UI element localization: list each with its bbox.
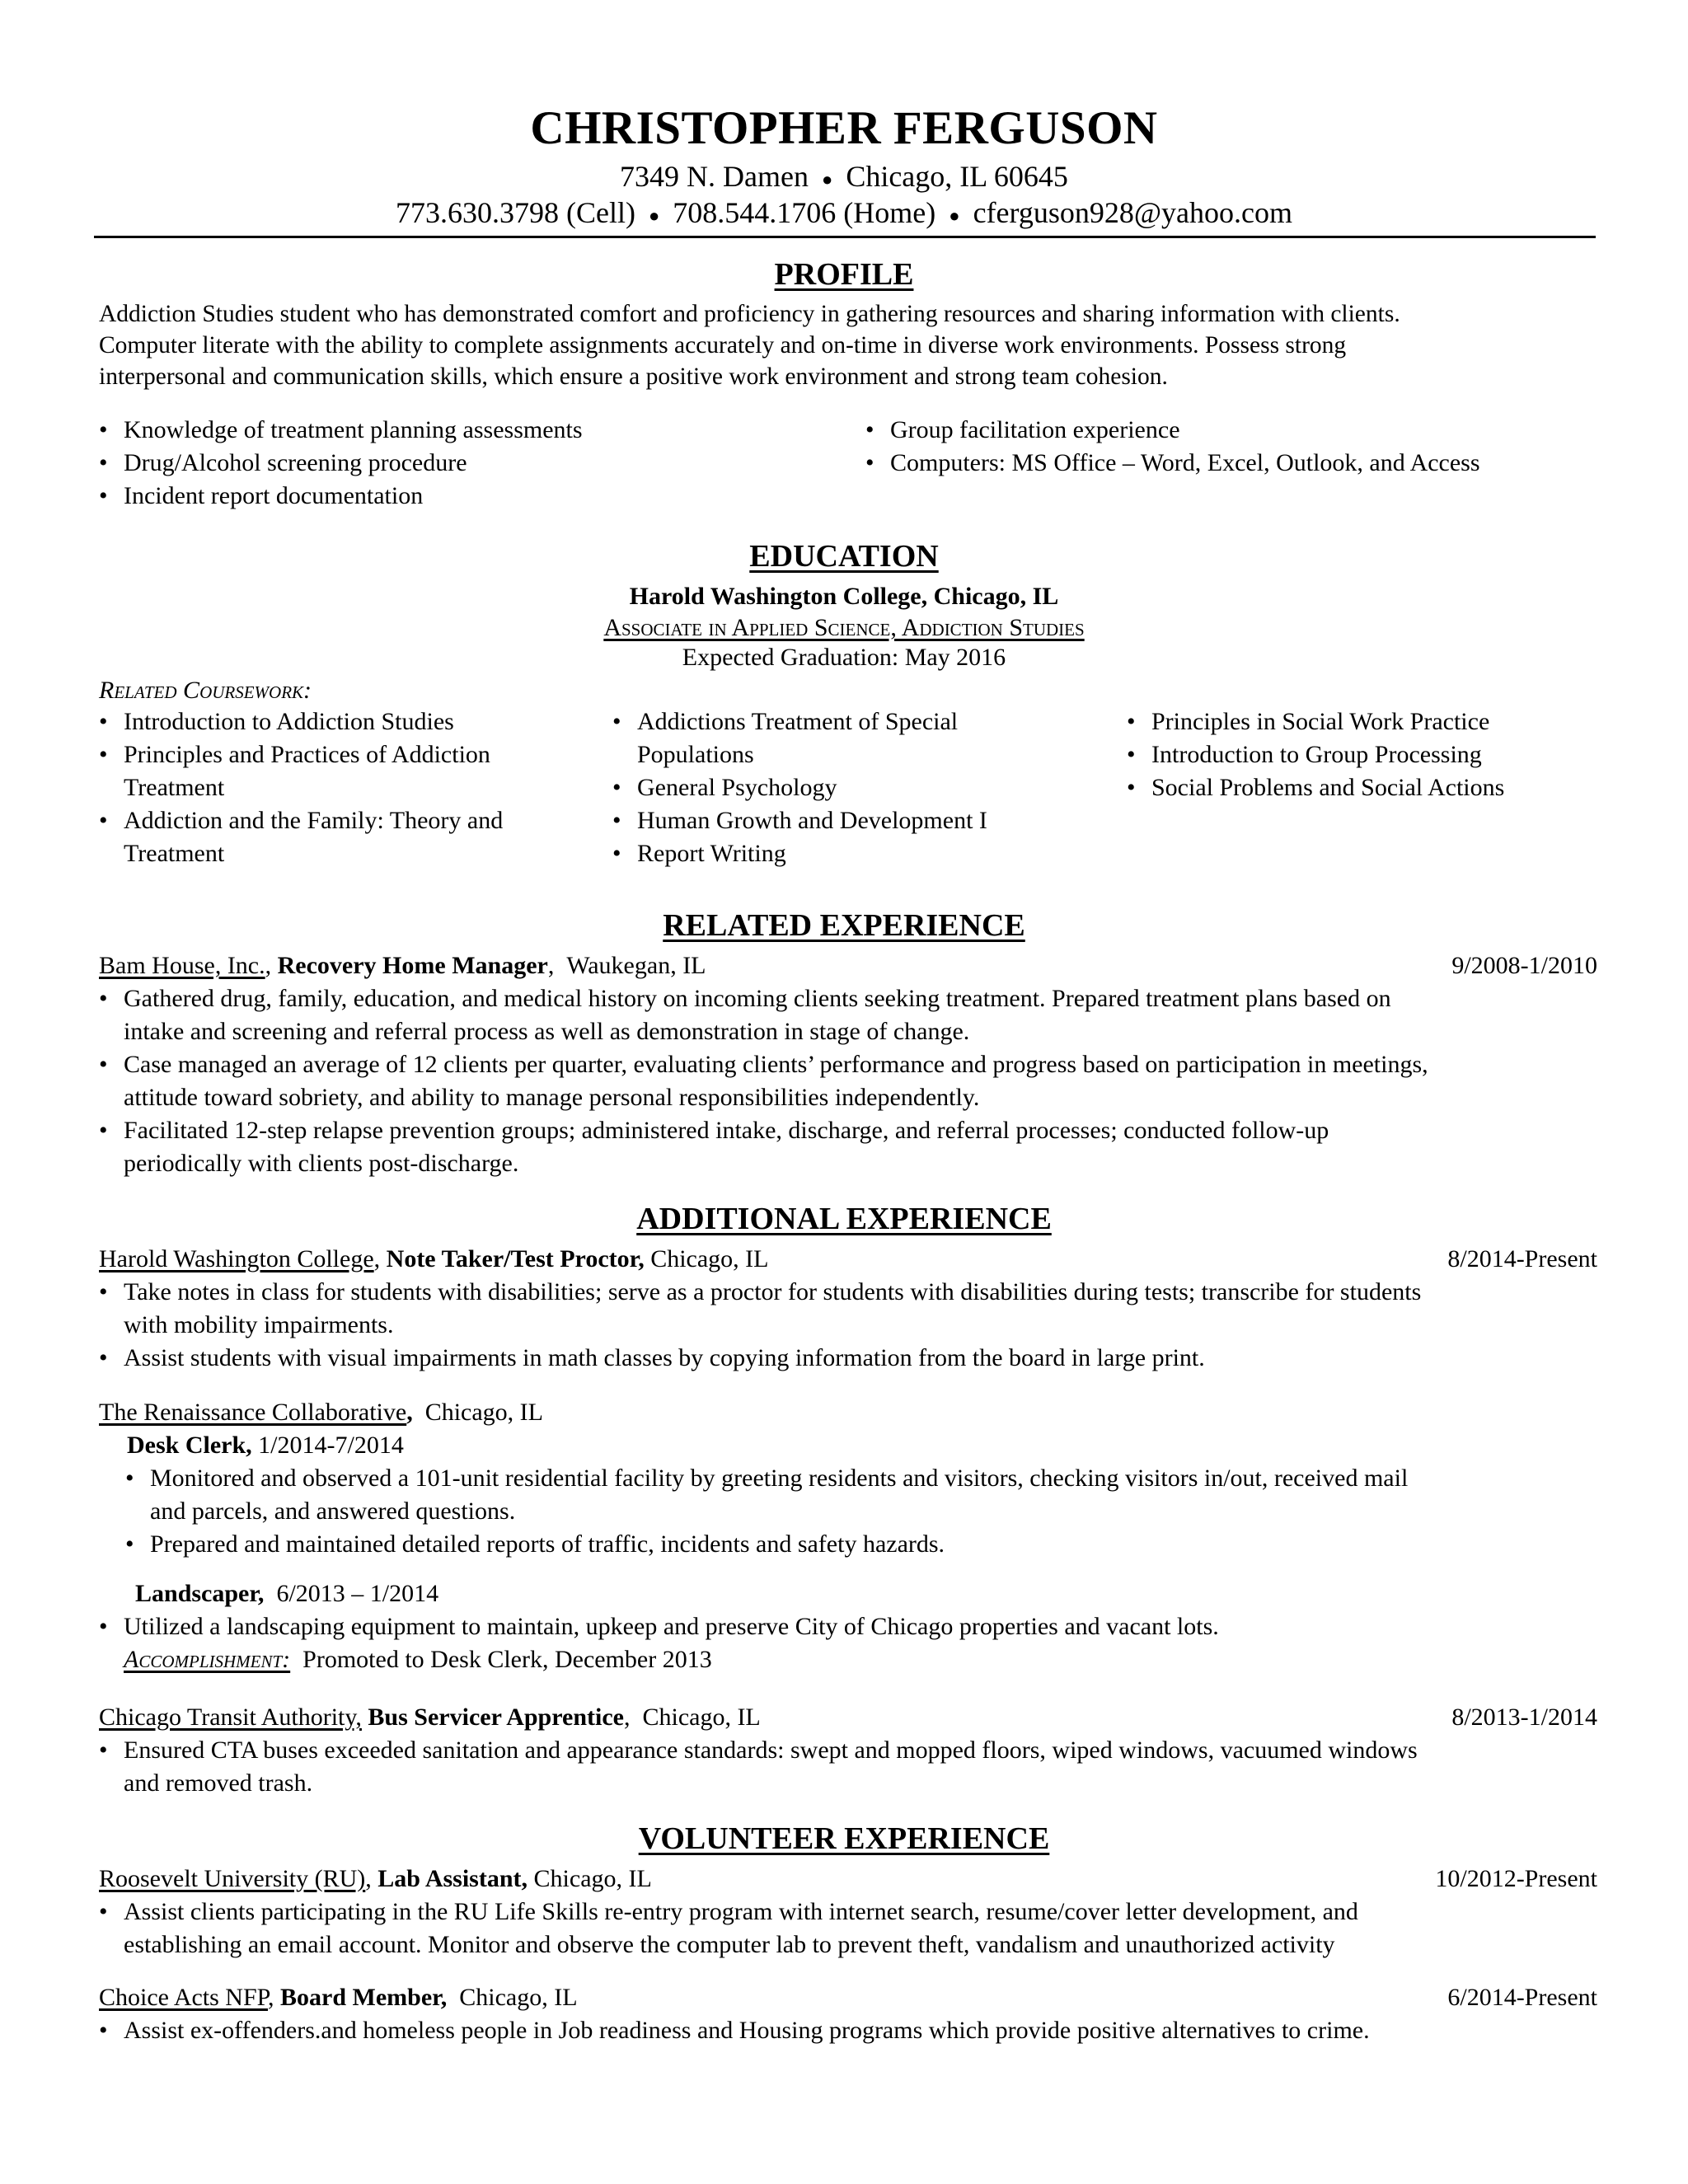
skills-list-left [99, 414, 583, 513]
job-bullet: • Utilized a landscaping equipment to maintain, upkeep and preserve City of Chicago properties and vacant lots. [99, 1610, 1219, 1643]
job-location: Waukegan, IL [566, 952, 706, 979]
profile-line: Addiction Studies student who has demonstrated comfort and proficiency in gathering resources and sharing information with clients. [99, 301, 1400, 327]
section-heading-education: EDUCATION [749, 539, 939, 574]
job-bullets-cta [99, 1734, 1418, 1800]
coursework-col-1 [99, 705, 577, 870]
job-dates: 10/2012-Present [1435, 1865, 1597, 1892]
job-bullet: • Assist ex-offenders.and homeless people in Job readiness and Housing programs which provide positive alternatives to crime. [99, 2014, 1370, 2047]
address-line [0, 158, 1688, 198]
job-title: Note Taker/Test Proctor, [386, 1245, 645, 1272]
accomplishment-label: Accomplishment: [124, 1646, 291, 1673]
job-dates: 6/2013 – 1/2014 [276, 1580, 439, 1607]
skill-item: • Computers: MS Office – Word, Excel, Outlook, and Access [865, 447, 1480, 480]
job-title: Recovery Home Manager [277, 952, 548, 979]
job-bullet: • Take notes in class for students with disabilities; serve as a proctor for students with disabilities during tests; transcribe for students with mobility impairments. [99, 1276, 1421, 1342]
header-divider [94, 236, 1596, 238]
coursework-col-2 [612, 705, 1074, 870]
job-location: Chicago, IL [533, 1865, 652, 1892]
job-bullets-hwc [99, 1276, 1421, 1375]
job-header-bam-house: Bam House, Inc., Recovery Home Manager, Waukegan, IL [99, 952, 706, 979]
job-location: Chicago, IL [642, 1704, 761, 1731]
email-address: cferguson928@yahoo.com [973, 196, 1292, 229]
job-title: Landscaper, [135, 1580, 265, 1607]
phone-cell: 773.630.3798 (Cell) [396, 196, 635, 229]
coursework-col-3 [1127, 705, 1588, 804]
job-bullet: • Gathered drug, family, education, and medical history on incoming clients seeking treatment. Prepared treatment plans based on intake and screening and referral process as well as demonstration in stage of change. [99, 982, 1428, 1048]
skill-item: • Drug/Alcohol screening procedure [99, 447, 583, 480]
section-heading-additional-experience: ADDITIONAL EXPERIENCE [636, 1202, 1052, 1236]
school-name: Harold Washington College, Chicago, IL [629, 583, 1059, 610]
course-item: • Addictions Treatment of Special Populations [612, 705, 1074, 771]
job-bullet: • Prepared and maintained detailed reports of traffic, incidents and safety hazards. [125, 1528, 1408, 1561]
job-dates: 8/2013-1/2014 [1451, 1704, 1597, 1731]
job-header-choice-acts: Choice Acts NFP, Board Member, Chicago, IL [99, 1984, 578, 2011]
address-street: 7349 N. Damen [620, 160, 809, 193]
course-item: • Principles in Social Work Practice [1127, 705, 1588, 738]
course-item: • Introduction to Addiction Studies [99, 705, 577, 738]
job-bullets-landscaper [99, 1610, 1219, 1643]
job-bullets-roosevelt [99, 1896, 1358, 1961]
accomplishment-line [124, 1643, 712, 1676]
candidate-name: CHRISTOPHER FERGUSON [530, 102, 1158, 154]
job-location: Chicago, IL [424, 1399, 543, 1426]
job-bullet: • Facilitated 12-step relapse prevention groups; administered intake, discharge, and referral processes; conducted follow-up periodically with clients post-discharge. [99, 1114, 1428, 1180]
job-dates: 1/2014-7/2014 [258, 1432, 404, 1459]
job-location: Chicago, IL [459, 1984, 578, 2011]
skill-item: • Knowledge of treatment planning assessments [99, 414, 583, 447]
course-item: • General Psychology [612, 771, 1074, 804]
job-dates: 8/2014-Present [1447, 1245, 1597, 1272]
graduation-date: Expected Graduation: May 2016 [682, 644, 1006, 671]
employer-name: The Renaissance Collaborative [99, 1399, 407, 1426]
skill-item: • Group facilitation experience [865, 414, 1480, 447]
job-bullets-desk-clerk [125, 1462, 1408, 1561]
employer-name: Roosevelt University (RU) [99, 1865, 366, 1892]
section-heading-profile: PROFILE [774, 257, 914, 292]
phone-home: 708.544.1706 (Home) [673, 196, 936, 229]
profile-summary [99, 298, 1599, 392]
phone-email-line [0, 194, 1688, 234]
bullet-dot-icon: ● [822, 168, 833, 190]
job-bullet: • Assist clients participating in the RU Life Skills re-entry program with internet search, resume/cover letter development, and establishing an email account. Monitor and observe the computer lab to prevent theft, vandalism and unauthorized activity [99, 1896, 1358, 1961]
bullet-dot-icon: ● [649, 204, 660, 226]
job-header-cta: Chicago Transit Authority, Bus Servicer Apprentice, Chicago, IL [99, 1704, 761, 1731]
job-bullet: • Monitored and observed a 101-unit residential facility by greeting residents and visitors, checking visitors in/out, received mail and parcels, and answered questions. [125, 1462, 1408, 1528]
job-title: Lab Assistant, [377, 1865, 528, 1892]
course-item: • Human Growth and Development I [612, 804, 1074, 837]
coursework-label: Related Coursework: [99, 677, 312, 704]
job-dates: 6/2014-Present [1447, 1984, 1597, 2011]
profile-line: Computer literate with the ability to complete assignments accurately and on-time in diverse work environments. Possess strong [99, 332, 1347, 359]
address-city: Chicago, IL 60645 [846, 160, 1068, 193]
job-bullet: • Assist students with visual impairments in math classes by copying information from the board in large print. [99, 1342, 1421, 1375]
employer-name: Chicago Transit Authority, [99, 1704, 362, 1731]
job-header-renaissance: The Renaissance Collaborative, Chicago, IL [99, 1399, 543, 1426]
job-title: Board Member, [280, 1984, 448, 2011]
job-title: Bus Servicer Apprentice [368, 1704, 624, 1731]
skill-item: • Incident report documentation [99, 480, 583, 513]
job-bullet: • Case managed an average of 12 clients per quarter, evaluating clients’ performance and progress based on participation in meetings, attitude toward sobriety, and ability to manage personal responsibilities independently. [99, 1048, 1428, 1114]
skills-list-right [865, 414, 1480, 480]
course-item: • Addiction and the Family: Theory and Treatment [99, 804, 577, 870]
role-header-desk-clerk [127, 1429, 404, 1462]
employer-name: Harold Washington College [99, 1245, 374, 1272]
section-heading-related-experience: RELATED EXPERIENCE [663, 908, 1025, 943]
job-header-hwc: Harold Washington College, Note Taker/Test Proctor, Chicago, IL [99, 1245, 769, 1272]
job-location: Chicago, IL [650, 1245, 769, 1272]
job-title: Desk Clerk, [127, 1432, 252, 1459]
section-heading-volunteer-experience: VOLUNTEER EXPERIENCE [638, 1821, 1050, 1856]
accomplishment-text: Promoted to Desk Clerk, December 2013 [302, 1646, 712, 1673]
course-item: • Principles and Practices of Addiction Treatment [99, 738, 577, 804]
role-header-landscaper [135, 1577, 438, 1610]
course-item: • Social Problems and Social Actions [1127, 771, 1588, 804]
course-item: • Report Writing [612, 837, 1074, 870]
job-bullets-bam-house [99, 982, 1428, 1180]
job-header-roosevelt: Roosevelt University (RU), Lab Assistant, Chicago, IL [99, 1865, 652, 1892]
degree-name: Associate in Applied Science, Addiction Studies [603, 614, 1085, 641]
job-dates: 9/2008-1/2010 [1451, 952, 1597, 979]
bullet-dot-icon: ● [949, 204, 960, 226]
employer-name: Bam House, Inc. [99, 952, 265, 979]
job-bullet: • Ensured CTA buses exceeded sanitation and appearance standards: swept and mopped floors, wiped windows, vacuumed windows and removed trash. [99, 1734, 1418, 1800]
employer-name: Choice Acts NFP [99, 1984, 269, 2011]
profile-line: interpersonal and communication skills, which ensure a positive work environment and strong team cohesion. [99, 363, 1168, 390]
job-bullets-choice-acts [99, 2014, 1370, 2047]
course-item: • Introduction to Group Processing [1127, 738, 1588, 771]
